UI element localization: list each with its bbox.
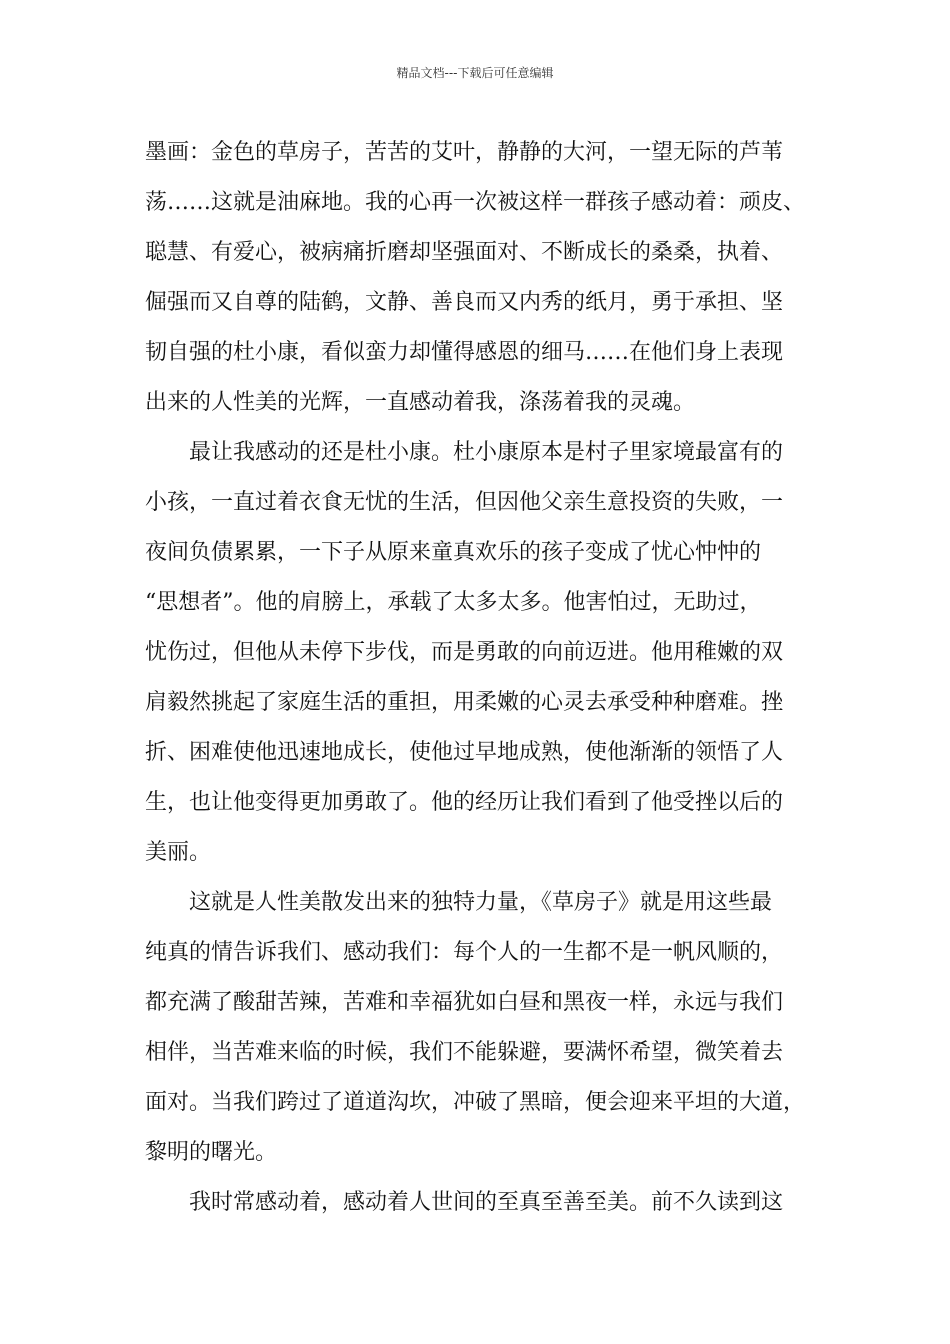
paragraph-4: 我时常感动着，感动着人世间的至真至善至美。前不久读到这 (145, 1190, 784, 1215)
paragraph-3: 这就是人性美散发出来的独特力量，《草房子》就是用这些最 纯真的情告诉我们、感动我们：每个人的一生都不是一帆风顺的， 都充满了酸甜苦辣，苦难和幸福犹如白昼和黑夜一样，永远与我们 相伴，当苦难来临的时候，我们不能躲避，要满怀希望，微笑着去 面对。当我们跨过了道道沟坎，冲破了黑暗，便会迎来平坦的大道， 黎明的曙光。 (145, 890, 806, 1165)
paragraph-2: 最让我感动的还是杜小康。杜小康原本是村子里家境最富有的 小孩，一直过着衣食无忧的生活，但因他父亲生意投资的失败，一 夜间负债累累，一下子从原来童真欢乐的孩子变成了忧心忡忡的 “思想者”。他的肩膀上，承载了太多太多。他害怕过，无助过， 忧伤过，但他从未停下步伐，而是勇敢的向前迈进。他用稚嫩的双 肩毅然挑起了家庭生活的重担，用柔嫩的心灵去承受种种磨难。挫 折、困难使他迅速地成长，使他过早地成熟，使他渐渐的领悟了人 生，也让他变得更加勇敢了。他的经历让我们看到了他受挫以后的 美丽。 (145, 440, 784, 865)
page-header: 精品文档---下载后可任意编辑 (396, 66, 554, 80)
paragraph-1: 墨画：金色的草房子，苦苦的艾叶，静静的大河，一望无际的芦苇 荡……这就是油麻地。我的心再一次被这样一群孩子感动着：顽皮、 聪慧、有爱心，被病痛折磨却坚强面对、不断成长的桑桑，执着、 倔强而又自尊的陆鹤，文静、善良而又内秀的纸月，勇于承担、坚 韧自强的杜小康，看似蛮力却懂得感恩的细马……在他们身上表现 出来的人性美的光辉，一直感动着我，涤荡着我的灵魂。 (145, 140, 806, 415)
document-body (145, 128, 821, 1228)
